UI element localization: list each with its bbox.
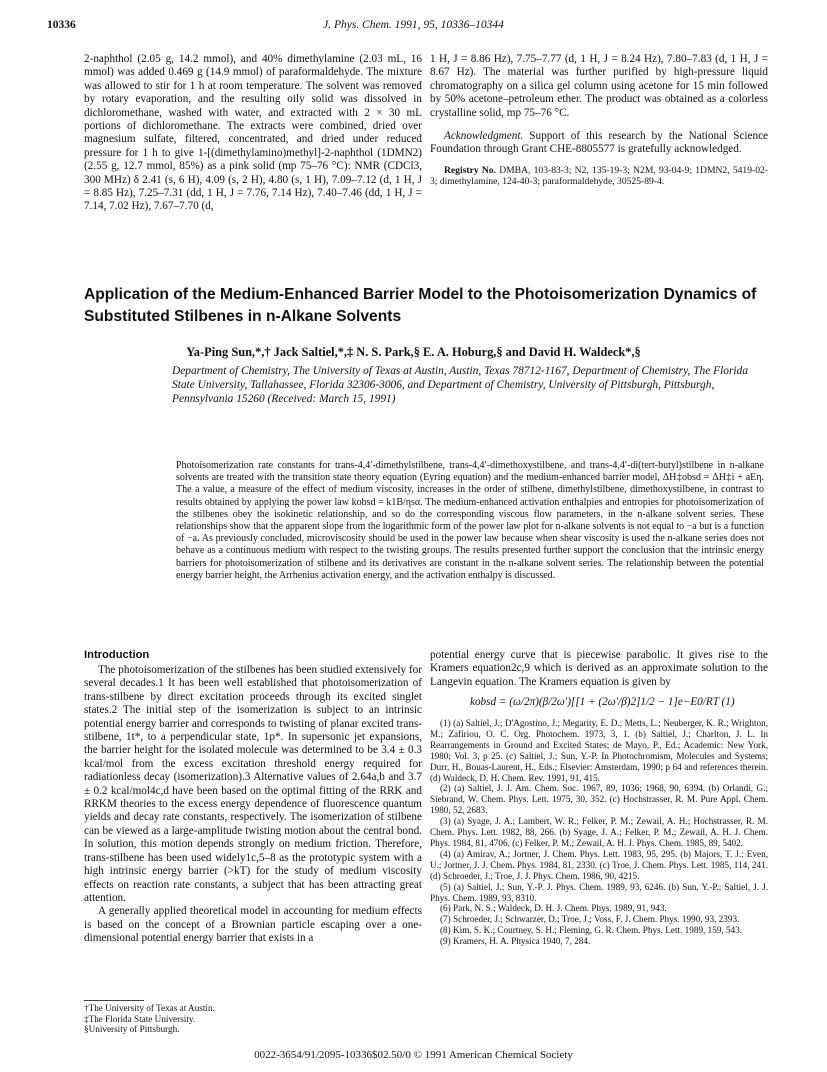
page-number: 10336	[47, 19, 76, 31]
prev-article-column-left	[84, 53, 422, 214]
abstract: Photoisomerization rate constants for trans-4,4′-dimethylstilbene, trans-4,4′-dimethoxystilbene, and trans-4,4′-di(tert-butyl)stilbene in n-alkane solvents are treated with the transition state theory equation (Eyring equation) and the medium-enhanced barrier model, ΔH‡obsd = ΔH‡i + aEη. The a value, a measure of the effect of medium viscosity, increases in the order of stilbene, dimethylstilbene, dimethoxystilbene, in contrast to results obtained by applying the power law kobsd = k1B/ηsα. The medium-enhanced activation enthalpies and entropies for photoisomerization of the stilbenes obey the isokinetic relationship, and so do the corresponding viscous flow parameters, in the n-alkane solvent series. These relationships show that the apparent slope from the logarithmic form of the power law plot for n-alkane solvents is not equal to −a but is a function of −a. As previously concluded, microviscosity should be used in the power law because when shear viscosity is used the n-alkane series does not behave as a continuous medium with respect to the twisting groups. The results presented further support the conclusion that the intrinsic energy barriers for photoisomerization of stilbene and its derivatives are constant in the n-alkane solvent series. The relationship between the potential energy barrier height, the Arrhenius activation energy, and the activation enthalpy is discussed.	[176, 460, 764, 581]
footnote-item: ‡The Florida State University.	[84, 1013, 196, 1024]
intro-paragraph-2: A generally applied theoretical model in accounting for medium effects is based on the concept of a Brownian particle escaping over a one-dimensional potential energy barrier that exists in a	[84, 905, 422, 945]
reference-item: (4) (a) Amirav, A.; Jortner, J. Chem. Phys. Lett. 1983, 95, 295. (b) Majors, T. J.; Even, U.; Jortner, J. J. Chem. Phys. 1984, 81, 2330. (c) Troe, J. Chem. Phys. Lett. 1985, 114, 241. (d) Schroeder, J.; Troe, J. J. Phys. Chem. 1986, 90, 4215.	[430, 848, 768, 881]
reference-item: (9) Kramers, H. A. Physica 1940, 7, 284.	[440, 936, 591, 947]
reference-item: (2) (a) Saltiel, J. J. Am. Chem. Soc. 1967, 89, 1036; 1968, 90, 6394. (b) Orlandi, G.; Siebrand, W. Chem. Phys. Lett. 1975, 30, 352. (c) Hochstrasser, R. M. Pure Appl. Chem. 1980, 52, 2683.	[430, 783, 768, 816]
references	[430, 718, 768, 947]
article-title: Application of the Medium-Enhanced Barrier Model to the Photoisomerization Dynamics of Substituted Stilbenes in n-Alkane Solvents	[84, 286, 757, 325]
author-list: Ya-Ping Sun,*,† Jack Saltiel,*,‡ N. S. Park,§ E. A. Hoburg,§ and David H. Waldeck*,§	[186, 345, 641, 359]
journal-header: J. Phys. Chem. 1991, 95, 10336–10344	[323, 19, 504, 31]
footnote-divider	[84, 1000, 144, 1001]
section-heading-introduction: Introduction	[84, 649, 150, 661]
registry-numbers	[430, 165, 768, 188]
prev-article-column-right	[430, 53, 768, 188]
reference-item: (6) Park, N. S.; Waldeck, D. H. J. Chem. Phys. 1989, 91, 943.	[440, 903, 667, 914]
footnote-item: †The University of Texas at Austin.	[84, 1003, 215, 1013]
intro-paragraph-1: The photoisomerization of the stilbenes has been studied extensively for several decades.1 It has been well established that photoisomerization of trans-stilbene by direct excitation proceeds through its excited singlet states.2 The initial step of the isomerization is subject to an intrinsic potential energy barrier and corresponds to twisting of planar excited trans-stilbene, 1t*, to a perpendicular state, 1p*. In supersonic jet expansions, the barrier height for the isolated molecule was determined to be 3.4 ± 0.3 kcal/mol from the excess excitation threshold energy required for radiationless decay (isomerization).3 Alternative values of 2.64a,b and 3.7 ± 0.2 kcal/mol4c,d have been based on the optimal fitting of the RRK and RRKM theories to the excess energy dependence of fluorescence quantum yields and decay rate constants, respectively. The isomerization of stilbene can be viewed as a large-amplitude twisting motion about the central bond. In solution, this motion depends strongly on medium friction. Therefore, trans-stilbene has been used widely1c,5–8 as the prototypic system with a high intrinsic energy barrier (>kT) for the study of medium viscosity effects on reaction rate constants, a subject that has been attracting great attention.	[84, 664, 422, 904]
intro-column-right	[430, 649, 768, 689]
registry-text: DMBA, 103-83-3; N2, 135-19-3; N2M, 93-04-9; 1DMN2, 5419-02-3; dimethylamine, 124-40-3; paraformaldehyde, 30525-89-4.	[430, 164, 769, 188]
affiliation-footnotes	[84, 1003, 215, 1035]
affiliations: Department of Chemistry, The University of Texas at Austin, Austin, Texas 78712-1167, Department of Chemistry, The Florida State University, Tallahassee, Florida 32306-3006, and Department of Chemistry, University of Pittsburgh, Pittsburgh, Pennsylvania 15260 (Received: March 15, 1991)	[172, 365, 748, 405]
acknowledgment-text: Support of this research by the National Science Foundation through Grant CHE-8805577 is gratefully acknowledged.	[430, 130, 769, 156]
acknowledgment	[430, 130, 768, 157]
reference-item: (7) Schroeder, J.; Schwarzer, D.; Troe, J.; Voss, F. J. Chem. Phys. 1990, 93, 2393.	[440, 914, 740, 925]
footnote-item: §University of Pittsburgh.	[84, 1024, 180, 1035]
copyright-line: 0022-3654/91/2095-10336$02.50/0 © 1991 American Chemical Society	[254, 1049, 573, 1061]
reference-item: (3) (a) Syage, J. A.; Lambert, W. R.; Felker, P. M.; Zewail, A. H.; Hochstrasser, R. M. Chem. Phys. Lett. 1982, 88, 266. (b) Syage, J. A.; Felker, P. M.; Zewail, A. H. J. Chem. Phys. 1984, 81, 4706. (c) Felker, P. M.; Zewail, A. H. J. Phys. Chem. 1985, 89, 5402.	[430, 816, 768, 848]
acknowledgment-label: Acknowledgment.	[444, 130, 524, 143]
reference-item: (1) (a) Saltiel, J.; D'Agostino, J.; Megarity, E. D.; Metts, L.; Neuberger, K. R.; Wrighton, M.; Zafiriou, O. C. Org. Photochem. 1973, 3, 1. (b) Saltiel, J.; Charlton, J. L. In Rearrangements in Ground and Excited States; de Mayo, P., Ed.; Academic: New York, 1980; Vol. 3, p 25. (c) Saltiel, J.; Sun, Y.-P. In Photochromism, Molecules and Systems; Durr, H., Bouas-Laurent, H., Eds.; Elsevier: Amsterdam, 1990; p 64 and references therein. (d) Waldeck, D. H. Chem. Rev. 1991, 91, 415.	[430, 718, 768, 783]
prev-article-text-left: 2-naphthol (2.05 g, 14.2 mmol), and 40% dimethylamine (2.03 mL, 16 mmol) was added 0.469 g (14.9 mmol) of paraformaldehyde. The mixture was allowed to stir for 1 h at room temperature. The solvent was removed by rotary evaporation, and the resulting oily solid was dissolved in dichloromethane, washed with water, and extracted with 2 × 30 mL portions of dichloromethane. The extracts were combined, dried over magnesium sulfate, filtered, concentrated, and dried under reduced pressure for 1 h to give 1-[(dimethylamino)methyl]-2-naphthol (1DMN2) (2.55 g, 12.7 mmol, 85%) as a pink solid (mp 75–76 °C): NMR (CDCl3, 300 MHz) δ 2.41 (s, 6 H), 4.09 (s, 2 H), 4.80 (s, 1 H), 7.09–7.12 (d, 1 H, J = 8.85 Hz), 7.25–7.31 (dd, 1 H, J = 7.76, 7.14 Hz), 7.40–7.46 (dd, 1 H, J = 7.14, 7.02 Hz), 7.67–7.70 (d,	[84, 53, 422, 213]
prev-article-text-right: 1 H, J = 8.86 Hz), 7.75–7.77 (d, 1 H, J = 8.24 Hz), 7.80–7.83 (d, 1 H, J = 8.67 Hz). The material was further purified by high-pressure liquid chromatography on a silica gel column using acetone for 15 min followed by 50% acetone–petroleum ether. The product was obtained as a colorless crystalline solid, mp 75–76 °C.	[430, 53, 768, 119]
registry-label: Registry No.	[444, 164, 496, 176]
kramers-equation: kobsd = (ω/2π)(β/2ω′)[[1 + (2ω′/β)2]1/2 − 1]e−E0/RT (1)	[470, 696, 735, 708]
reference-item: (5) (a) Saltiel, J.; Sun, Y.-P. J. Phys. Chem. 1989, 93, 6246. (b) Sun, Y.-P.; Saltiel, J. J. Phys. Chem. 1989, 93, 8310.	[430, 881, 768, 903]
intro-column-left	[84, 664, 422, 946]
intro-paragraph-continued: potential energy curve that is piecewise parabolic. It gives rise to the Kramers equation2c,9 which is derived as an approximate solution to the Langevin equation. The Kramers equation is given by	[430, 649, 768, 688]
reference-item: (8) Kim, S. K.; Courtney, S. H.; Fleming, G. R. Chem. Phys. Lett. 1989, 159, 543.	[440, 925, 743, 936]
